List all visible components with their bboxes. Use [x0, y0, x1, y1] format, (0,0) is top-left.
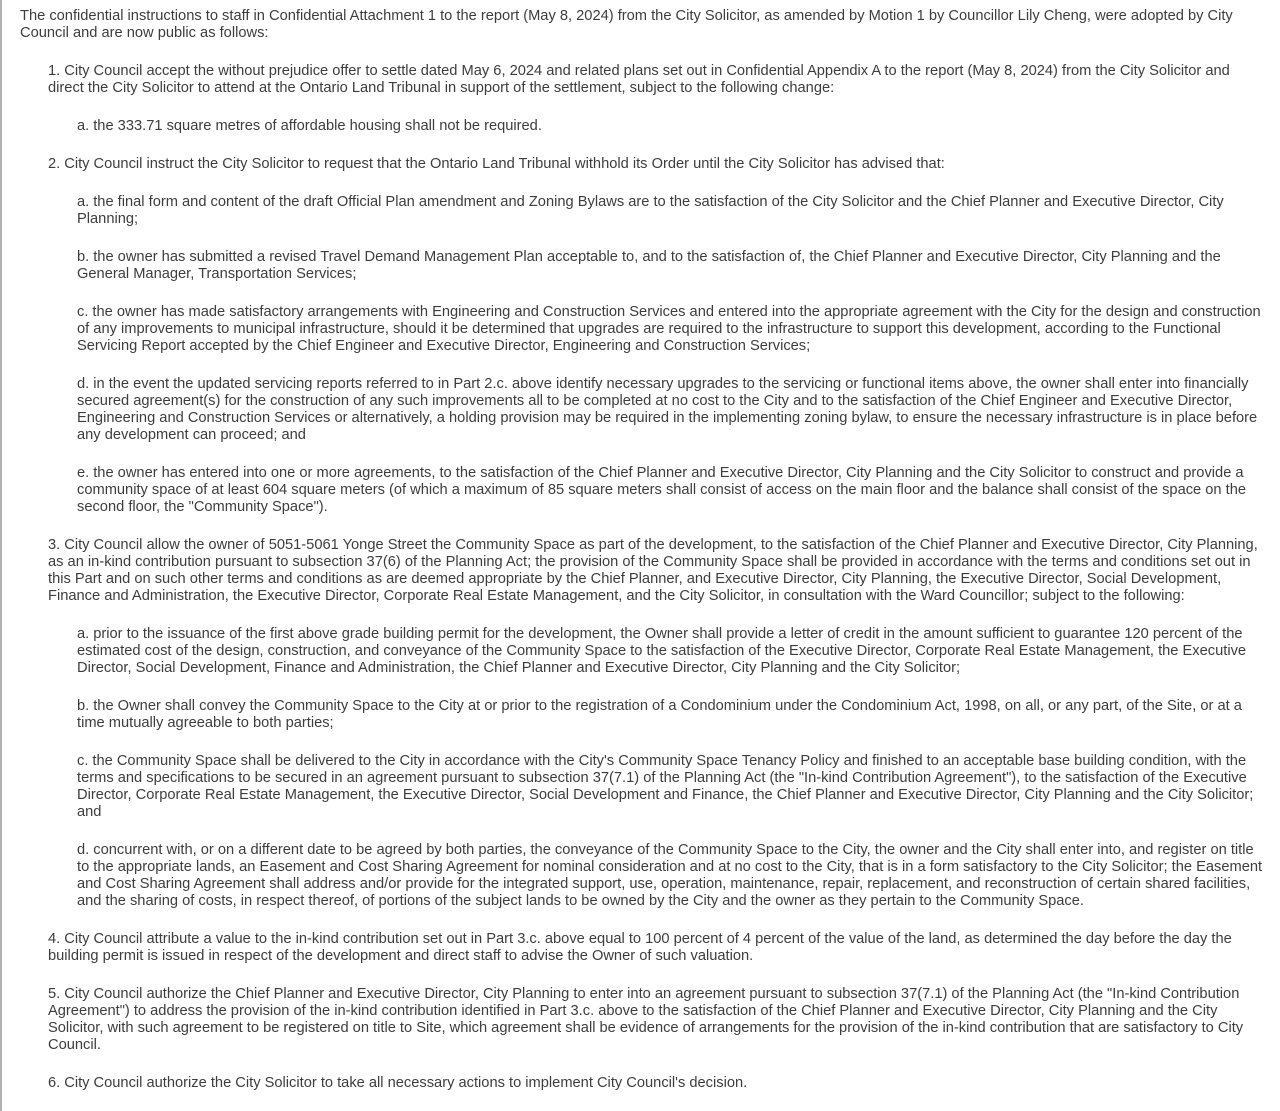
decision-item-3b — [77, 698, 1264, 732]
decision-item-1a — [77, 118, 1264, 135]
decision-item-3a — [77, 626, 1264, 677]
decision-item-2b — [77, 249, 1264, 283]
item-letter: a. — [77, 626, 90, 642]
item-number: 3. — [48, 537, 61, 553]
decision-item-2d — [77, 376, 1264, 444]
decision-item-2 — [48, 156, 1264, 173]
item-text: the owner has made satisfactory arrangements with Engineering and Construction Services and entered into the appropriate agreement with the City for the design and construction of any improvements to municipal infrastructure, should it be determined that upgrades are required to the infrastructure to support this development, according to the Functional Servicing Report accepted by the Chief Engineer and Executive Director, Engineering and Construction Services; — [77, 304, 1261, 354]
decision-item-1 — [48, 63, 1264, 97]
decision-item-2e — [77, 465, 1264, 516]
decision-item-3c — [77, 753, 1264, 821]
item-text: the final form and content of the draft Official Plan amendment and Zoning Bylaws are to the satisfaction of the City Solicitor and the Chief Planner and Executive Director, City Planning; — [77, 194, 1224, 227]
decision-item-4 — [48, 931, 1264, 965]
item-text: concurrent with, or on a different date to be agreed by both parties, the conveyance of the Community Space to the City, the owner and the City shall enter into, and register on title to the appropriate lands, an Easement and Cost Sharing Agreement for nominal consideration and at no cost to the City, that is in a form satisfactory to the City Solicitor; the Easement and Cost Sharing Agreement shall address and/or provide for the integrated support, use, operation, maintenance, repair, replacement, and reconstruction of certain shared facilities, and the sharing of costs, in respect thereof, of portions of the subject lands to be owned by the City and the owner as they pertain to the Community Space. — [77, 842, 1263, 909]
item-number: 6. — [48, 1075, 61, 1091]
item-letter: c. — [77, 304, 89, 320]
item-text: the 333.71 square metres of affordable housing shall not be required. — [93, 118, 542, 134]
item-text: prior to the issuance of the first above grade building permit for the development, the Owner shall provide a letter of credit in the amount sufficient to guarantee 120 percent of the estimated cost of the design, construction, and conveyance of the Community Space to the satisfaction of the Executive Director, Corporate Real Estate Management, the Executive Director, Social Development, Finance and Administration, the Chief Planner and Executive Director, City Planning and the City Solicitor; — [77, 626, 1247, 676]
decision-item-6 — [48, 1075, 1264, 1092]
item-letter: e. — [77, 465, 90, 481]
item-letter: b. — [77, 249, 90, 265]
decision-item-3 — [48, 537, 1264, 605]
item-letter: c. — [77, 753, 89, 769]
item-letter: d. — [77, 842, 90, 858]
item-text: City Council attribute a value to the in-kind contribution set out in Part 3.c. above equal to 100 percent of 4 percent of the value of the land, as determined the day before the day the building permit is issued in respect of the development and direct staff to advise the Owner of such valuation. — [48, 931, 1232, 964]
item-text: the owner has submitted a revised Travel Demand Management Plan acceptable to, and to the satisfaction of, the Chief Planner and Executive Director, City Planning and the General Manager, Transportation Services; — [77, 249, 1221, 282]
item-text: the Owner shall convey the Community Space to the City at or prior to the registration of a Condominium under the Condominium Act, 1998, on all, or any part, of the Site, or at a time mutually agreeable to both parties; — [77, 698, 1242, 731]
item-text: in the event the updated servicing reports referred to in Part 2.c. above identify necessary upgrades to the servicing or functional items above, the owner shall enter into financially secured agreement(s) for the construction of any such improvements all to be completed at no cost to the City and to the satisfaction of the Chief Engineer and Executive Director, Engineering and Construction Services or alternatively, a holding provision may be required in the implementing zoning bylaw, to ensure the necessary infrastructure is in place before any development can proceed; and — [77, 376, 1258, 443]
item-text: City Council authorize the City Solicitor to take all necessary actions to implement City Council's decision. — [64, 1075, 748, 1091]
item-text: the Community Space shall be delivered to the City in accordance with the City's Community Space Tenancy Policy and finished to an acceptable base building condition, with the terms and specifications to be secured in an agreement pursuant to subsection 37(7.1) of the Planning Act (the "In-kind Contribution Agreement"), to the satisfaction of the Executive Director, Corporate Real Estate Management, the Executive Director, Social Development and Finance, the Chief Planner and Executive Director, City Planning and the City Solicitor; and — [77, 753, 1254, 820]
item-text: City Council authorize the Chief Planner and Executive Director, City Planning to enter into an agreement pursuant to subsection 37(7.1) of the Planning Act (the "In-kind Contribution Agreement") to address the provision of the in-kind contribution identified in Part 3.c. above to the satisfaction of the Chief Planner and Executive Director, City Planning and the City Solicitor, with such agreement to be registered on title to Site, which agreement shall be evidence of arrangements for the provision of the in-kind contribution that are satisfactory to City Council. — [48, 986, 1244, 1053]
item-number: 5. — [48, 986, 61, 1002]
item-text: City Council allow the owner of 5051-5061 Yonge Street the Community Space as part of the development, to the satisfaction of the Chief Planner and Executive Director, City Planning, as an in-kind contribution pursuant to subsection 37(6) of the Planning Act; the provision of the Community Space shall be provided in accordance with the terms and conditions set out in this Part and on such other terms and conditions as are deemed appropriate by the Chief Planner, and Executive Director, City Planning, the Executive Director, Social Development, Finance and Administration, the Executive Director, Corporate Real Estate Management, and the City Solicitor, in consultation with the Ward Councillor; subject to the following: — [48, 537, 1258, 604]
item-number: 4. — [48, 931, 61, 947]
item-letter: a. — [77, 194, 90, 210]
item-number: 2. — [48, 156, 61, 172]
item-letter: b. — [77, 698, 90, 714]
item-letter: a. — [77, 118, 90, 134]
item-letter: d. — [77, 376, 90, 392]
item-text: City Council accept the without prejudice offer to settle dated May 6, 2024 and related plans set out in Confidential Appendix A to the report (May 8, 2024) from the City Solicitor and direct the City Solicitor to attend at the Ontario Land Tribunal in support of the settlement, subject to the following change: — [48, 63, 1230, 96]
item-number: 1. — [48, 63, 61, 79]
decision-item-5 — [48, 986, 1264, 1054]
decision-item-2c — [77, 304, 1264, 355]
intro-paragraph: The confidential instructions to staff in Confidential Attachment 1 to the report (May 8, 2024) from the City Solicitor, as amended by Motion 1 by Councillor Lily Cheng, were adopted by City Council and are now public as follows: — [20, 8, 1233, 41]
decision-item-2a — [77, 194, 1264, 228]
decision-item-3d — [77, 842, 1264, 910]
item-text: the owner has entered into one or more agreements, to the satisfaction of the Chief Planner and Executive Director, City Planning and the City Solicitor to construct and provide a community space of at least 604 square meters (of which a maximum of 85 square meters shall consist of access on the main floor and the balance shall consist of the space on the second floor, the "Community Space"). — [77, 465, 1247, 515]
item-text: City Council instruct the City Solicitor to request that the Ontario Land Tribunal withhold its Order until the City Solicitor has advised that: — [64, 156, 945, 172]
